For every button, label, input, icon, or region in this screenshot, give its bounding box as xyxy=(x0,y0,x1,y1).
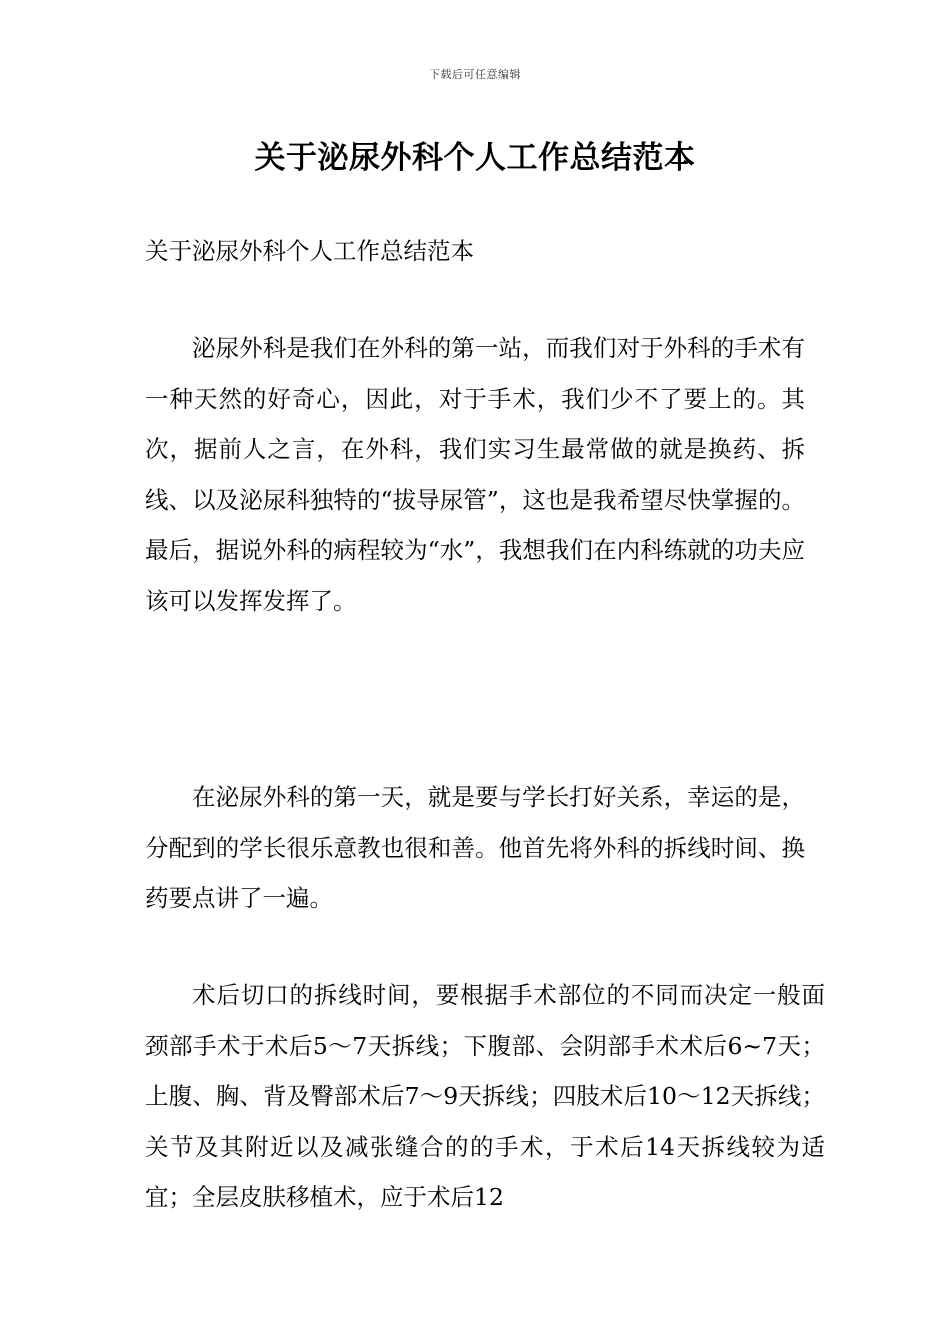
body-paragraph-2 xyxy=(145,772,805,924)
document-subtitle: 关于泌尿外科个人工作总结范本 xyxy=(145,237,474,265)
document-title: 关于泌尿外科个人工作总结范本 xyxy=(254,140,696,176)
paragraph-text: 泌尿外科是我们在外科的第一站，而我们对于外科的手术有一种天然的好奇心，因此，对于手术，我们少不了要上的。其次，据前人之言，在外科，我们实习生最常做的就是换药、拆线、以及泌尿科独特的“拔导尿管”，这也是我希望尽快掌握的。最后，据说外科的病程较为“水”，我想我们在内科练就的功夫应该可以发挥发挥了。 xyxy=(145,334,805,615)
header-note: 下载后可任意编辑 xyxy=(429,68,521,81)
body-paragraph-3 xyxy=(145,970,825,1223)
paragraph-text: 在泌尿外科的第一天，就是要与学长打好关系，幸运的是，分配到的学长很乐意教也很和善。他首先将外科的拆线时间、换药要点讲了一遍。 xyxy=(145,783,805,912)
body-paragraph-1 xyxy=(145,323,805,626)
paragraph-text: 术后切口的拆线时间，要根据手术部位的不同而决定一般面颈部手术于术后5～7天拆线；下腹部、会阴部手术术后6~7天；上腹、胸、背及臀部术后7～9天拆线；四肢术后10～12天拆线；关节及其附近以及减张缝合的的手术，于术后14天拆线较为适宜；全层皮肤移植术，应于术后12 xyxy=(145,981,825,1211)
